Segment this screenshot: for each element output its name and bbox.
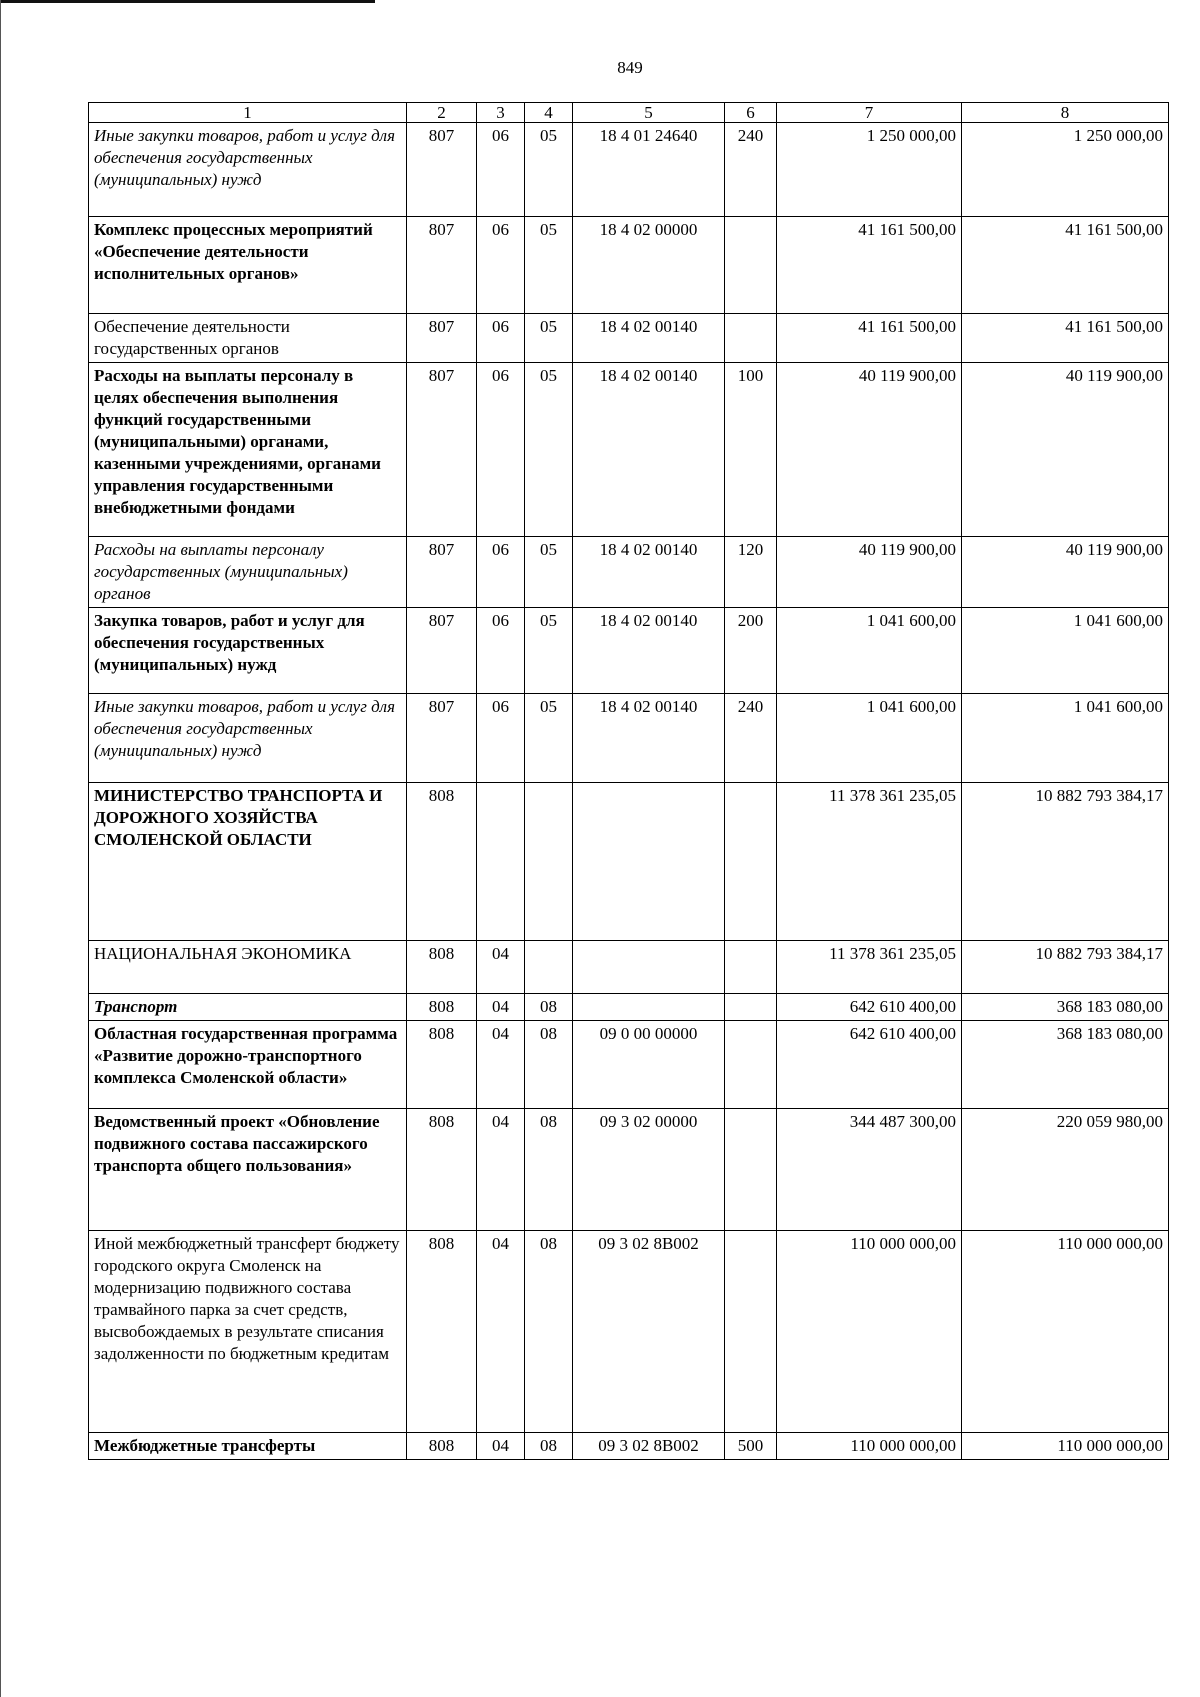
header-cell: 7 bbox=[777, 103, 962, 123]
header-row bbox=[89, 103, 1169, 123]
cell-c6: 500 bbox=[725, 1433, 777, 1460]
cell-c5: 18 4 02 00140 bbox=[573, 694, 725, 783]
header-cell: 4 bbox=[525, 103, 573, 123]
cell-c8: 368 183 080,00 bbox=[962, 1021, 1169, 1109]
cell-c3: 04 bbox=[477, 941, 525, 994]
left-margin-rule bbox=[0, 0, 1, 1697]
row-name-cell: Расходы на выплаты персоналу в целях обеспечения выполнения функций государственными (муниципальными) органами, казенными учреждениями, органами управления государственными внебюджетными фондами bbox=[89, 363, 407, 537]
cell-c6 bbox=[725, 941, 777, 994]
row-name-cell: Расходы на выплаты персоналу государственных (муниципальных) органов bbox=[89, 537, 407, 608]
cell-c4: 08 bbox=[525, 1021, 573, 1109]
cell-c7: 642 610 400,00 bbox=[777, 994, 962, 1021]
cell-c7: 11 378 361 235,05 bbox=[777, 783, 962, 941]
cell-c6 bbox=[725, 1021, 777, 1109]
cell-c2: 808 bbox=[407, 1109, 477, 1231]
cell-c3 bbox=[477, 783, 525, 941]
cell-c7: 41 161 500,00 bbox=[777, 314, 962, 363]
table-row bbox=[89, 694, 1169, 783]
cell-c2: 807 bbox=[407, 123, 477, 217]
cell-c3: 06 bbox=[477, 537, 525, 608]
cell-c4: 08 bbox=[525, 1109, 573, 1231]
row-name-cell: Комплекс процессных мероприятий «Обеспечение деятельности исполнительных органов» bbox=[89, 217, 407, 314]
header-cell: 1 bbox=[89, 103, 407, 123]
row-name-cell: Иные закупки товаров, работ и услуг для обеспечения государственных (муниципальных) нужд bbox=[89, 123, 407, 217]
row-name-cell: Закупка товаров, работ и услуг для обеспечения государственных (муниципальных) нужд bbox=[89, 608, 407, 694]
table-row bbox=[89, 1231, 1169, 1433]
cell-c4: 05 bbox=[525, 537, 573, 608]
cell-c6: 200 bbox=[725, 608, 777, 694]
cell-c5: 18 4 02 00140 bbox=[573, 608, 725, 694]
cell-c3: 06 bbox=[477, 694, 525, 783]
row-name-cell: Ведомственный проект «Обновление подвижного состава пассажирского транспорта общего пользования» bbox=[89, 1109, 407, 1231]
table-row bbox=[89, 941, 1169, 994]
row-name-cell: Межбюджетные трансферты bbox=[89, 1433, 407, 1460]
cell-c5: 18 4 02 00140 bbox=[573, 314, 725, 363]
cell-c5: 09 3 02 8В002 bbox=[573, 1231, 725, 1433]
table-row bbox=[89, 608, 1169, 694]
header-cell: 3 bbox=[477, 103, 525, 123]
table-row bbox=[89, 217, 1169, 314]
cell-c8: 1 250 000,00 bbox=[962, 123, 1169, 217]
table-row bbox=[89, 123, 1169, 217]
cell-c8: 110 000 000,00 bbox=[962, 1231, 1169, 1433]
cell-c3: 06 bbox=[477, 363, 525, 537]
cell-c8: 10 882 793 384,17 bbox=[962, 941, 1169, 994]
cell-c4: 05 bbox=[525, 694, 573, 783]
cell-c8: 41 161 500,00 bbox=[962, 314, 1169, 363]
cell-c8: 220 059 980,00 bbox=[962, 1109, 1169, 1231]
cell-c2: 807 bbox=[407, 694, 477, 783]
cell-c7: 11 378 361 235,05 bbox=[777, 941, 962, 994]
table-row bbox=[89, 1433, 1169, 1460]
row-name-cell: Иные закупки товаров, работ и услуг для обеспечения государственных (муниципальных) нужд bbox=[89, 694, 407, 783]
cell-c5: 18 4 02 00000 bbox=[573, 217, 725, 314]
cell-c5: 09 0 00 00000 bbox=[573, 1021, 725, 1109]
budget-table bbox=[88, 102, 1169, 1460]
cell-c5 bbox=[573, 941, 725, 994]
row-name-cell: Транспорт bbox=[89, 994, 407, 1021]
cell-c6: 120 bbox=[725, 537, 777, 608]
cell-c6 bbox=[725, 994, 777, 1021]
cell-c5: 18 4 02 00140 bbox=[573, 537, 725, 608]
cell-c2: 808 bbox=[407, 941, 477, 994]
cell-c5 bbox=[573, 994, 725, 1021]
cell-c6: 240 bbox=[725, 694, 777, 783]
cell-c4 bbox=[525, 783, 573, 941]
cell-c5: 18 4 02 00140 bbox=[573, 363, 725, 537]
cell-c6 bbox=[725, 783, 777, 941]
cell-c8: 40 119 900,00 bbox=[962, 363, 1169, 537]
cell-c8: 1 041 600,00 bbox=[962, 608, 1169, 694]
cell-c2: 808 bbox=[407, 1231, 477, 1433]
cell-c2: 807 bbox=[407, 217, 477, 314]
cell-c2: 807 bbox=[407, 608, 477, 694]
cell-c4 bbox=[525, 941, 573, 994]
row-name-cell: Иной межбюджетный трансферт бюджету городского округа Смоленск на модернизацию подвижного состава трамвайного парка за счет средств, высвобождаемых в результате списания задолженности по бюджетным кредитам bbox=[89, 1231, 407, 1433]
cell-c7: 110 000 000,00 bbox=[777, 1433, 962, 1460]
cell-c2: 808 bbox=[407, 1021, 477, 1109]
cell-c7: 1 041 600,00 bbox=[777, 694, 962, 783]
cell-c4: 08 bbox=[525, 1433, 573, 1460]
cell-c4: 08 bbox=[525, 1231, 573, 1433]
cell-c2: 807 bbox=[407, 537, 477, 608]
cell-c4: 05 bbox=[525, 608, 573, 694]
cell-c6: 240 bbox=[725, 123, 777, 217]
cell-c8: 40 119 900,00 bbox=[962, 537, 1169, 608]
cell-c3: 06 bbox=[477, 217, 525, 314]
cell-c3: 04 bbox=[477, 1021, 525, 1109]
cell-c6 bbox=[725, 314, 777, 363]
cell-c7: 40 119 900,00 bbox=[777, 537, 962, 608]
cell-c4: 08 bbox=[525, 994, 573, 1021]
cell-c8: 110 000 000,00 bbox=[962, 1433, 1169, 1460]
table-row bbox=[89, 537, 1169, 608]
cell-c6 bbox=[725, 1231, 777, 1433]
table-row bbox=[89, 783, 1169, 941]
cell-c4: 05 bbox=[525, 217, 573, 314]
row-name-cell: Областная государственная программа «Развитие дорожно-транспортного комплекса Смоленской области» bbox=[89, 1021, 407, 1109]
cell-c7: 1 041 600,00 bbox=[777, 608, 962, 694]
row-name-cell: Обеспечение деятельности государственных органов bbox=[89, 314, 407, 363]
cell-c3: 06 bbox=[477, 314, 525, 363]
cell-c4: 05 bbox=[525, 363, 573, 537]
cell-c4: 05 bbox=[525, 314, 573, 363]
table-row bbox=[89, 994, 1169, 1021]
row-name-cell: НАЦИОНАЛЬНАЯ ЭКОНОМИКА bbox=[89, 941, 407, 994]
table-row bbox=[89, 363, 1169, 537]
top-rule bbox=[0, 0, 375, 3]
cell-c5: 18 4 01 24640 bbox=[573, 123, 725, 217]
row-name-cell: МИНИСТЕРСТВО ТРАНСПОРТА И ДОРОЖНОГО ХОЗЯЙСТВА СМОЛЕНСКОЙ ОБЛАСТИ bbox=[89, 783, 407, 941]
cell-c7: 110 000 000,00 bbox=[777, 1231, 962, 1433]
header-cell: 2 bbox=[407, 103, 477, 123]
page-number: 849 bbox=[617, 58, 643, 77]
cell-c3: 06 bbox=[477, 123, 525, 217]
cell-c3: 04 bbox=[477, 994, 525, 1021]
cell-c2: 808 bbox=[407, 1433, 477, 1460]
cell-c2: 807 bbox=[407, 363, 477, 537]
cell-c3: 04 bbox=[477, 1433, 525, 1460]
cell-c7: 41 161 500,00 bbox=[777, 217, 962, 314]
cell-c5: 09 3 02 8В002 bbox=[573, 1433, 725, 1460]
cell-c4: 05 bbox=[525, 123, 573, 217]
header-cell: 6 bbox=[725, 103, 777, 123]
header-cell: 8 bbox=[962, 103, 1169, 123]
cell-c3: 04 bbox=[477, 1109, 525, 1231]
cell-c6: 100 bbox=[725, 363, 777, 537]
table-row bbox=[89, 1021, 1169, 1109]
header-cell: 5 bbox=[573, 103, 725, 123]
cell-c7: 1 250 000,00 bbox=[777, 123, 962, 217]
table-row bbox=[89, 1109, 1169, 1231]
table-row bbox=[89, 314, 1169, 363]
cell-c6 bbox=[725, 217, 777, 314]
cell-c8: 368 183 080,00 bbox=[962, 994, 1169, 1021]
cell-c2: 808 bbox=[407, 783, 477, 941]
cell-c3: 06 bbox=[477, 608, 525, 694]
cell-c3: 04 bbox=[477, 1231, 525, 1433]
cell-c2: 808 bbox=[407, 994, 477, 1021]
cell-c5: 09 3 02 00000 bbox=[573, 1109, 725, 1231]
cell-c8: 10 882 793 384,17 bbox=[962, 783, 1169, 941]
cell-c8: 1 041 600,00 bbox=[962, 694, 1169, 783]
cell-c7: 40 119 900,00 bbox=[777, 363, 962, 537]
cell-c7: 344 487 300,00 bbox=[777, 1109, 962, 1231]
cell-c8: 41 161 500,00 bbox=[962, 217, 1169, 314]
cell-c2: 807 bbox=[407, 314, 477, 363]
cell-c6 bbox=[725, 1109, 777, 1231]
cell-c7: 642 610 400,00 bbox=[777, 1021, 962, 1109]
cell-c5 bbox=[573, 783, 725, 941]
